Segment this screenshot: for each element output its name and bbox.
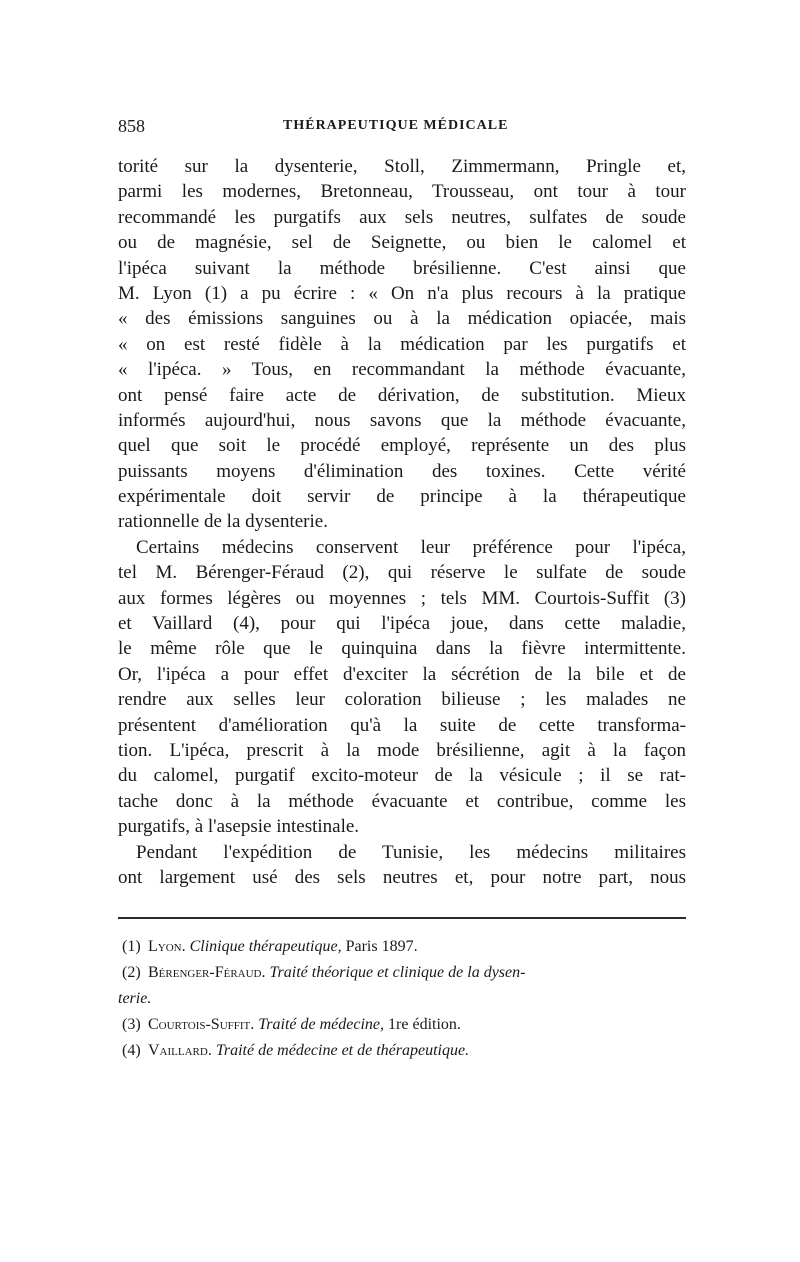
footnote-title: Traité de médecine, <box>258 1016 385 1033</box>
footnote-number: (3) <box>122 1016 141 1033</box>
footnote-author: Vaillard. <box>148 1042 212 1059</box>
text-line: tel M. Bérenger-Féraud (2), qui réserve le sulfate de soude <box>118 562 686 584</box>
footnote-number: (1) <box>122 938 141 955</box>
text-line: expérimentale doit servir de principe à la thérapeutique <box>118 486 686 508</box>
text-line: « on est resté fidèle à la médication par les purgatifs et <box>118 333 686 355</box>
text-line: rendre aux selles leur coloration bilieuse ; les malades ne <box>118 689 686 711</box>
footnote-continuation: terie. <box>118 990 152 1007</box>
footnote-2 <box>118 962 686 984</box>
footnote-title: Traité de médecine et de thérapeutique. <box>215 1042 470 1059</box>
running-title: THÉRAPEUTIQUE MÉDICALE <box>283 118 509 133</box>
footnote-title: Clinique thérapeutique, <box>189 938 342 955</box>
text-line: le même rôle que le quinquina dans la fièvre intermittente. <box>118 638 686 660</box>
text-line: « l'ipéca. » Tous, en recommandant la méthode évacuante, <box>118 359 686 381</box>
footnote-3 <box>118 1014 686 1036</box>
footnote-number: (2) <box>122 964 141 981</box>
footnote-rest: 1re édition. <box>384 1016 461 1033</box>
footnote-author: Bérenger-Féraud. <box>148 964 266 981</box>
text-line: présentent d'amélioration qu'à la suite de cette transforma- <box>118 714 686 736</box>
footnote-title: Traité théorique et clinique de la dysen- <box>269 964 526 981</box>
text-line: tion. L'ipéca, prescrit à la mode brésilienne, agit à la façon <box>118 739 686 761</box>
text-line: tache donc à la méthode évacuante et contribue, comme les <box>118 790 686 812</box>
footnote-4 <box>118 1040 686 1062</box>
page-number: 858 <box>118 116 145 136</box>
text-line: ont pensé faire acte de dérivation, de substitution. Mieux <box>118 384 686 406</box>
text-line: purgatifs, à l'asepsie intestinale. <box>118 816 360 838</box>
text-line: « des émissions sanguines ou à la médication opiacée, mais <box>118 308 686 330</box>
footnote-number: (4) <box>122 1042 141 1059</box>
footnote-author: Lyon. <box>148 938 186 955</box>
text-line: parmi les modernes, Bretonneau, Trousseau, ont tour à tour <box>118 181 686 203</box>
text-line: aux formes légères ou moyennes ; tels MM. Courtois-Suffit (3) <box>118 587 686 609</box>
footnote-divider <box>118 917 686 919</box>
text-line: rationnelle de la dysenterie. <box>118 511 328 533</box>
text-line: ou de magnésie, sel de Seignette, ou bien le calomel et <box>118 232 686 254</box>
text-line: ont largement usé des sels neutres et, pour notre part, nous <box>118 866 686 888</box>
footnote-author: Courtois-Suffit. <box>148 1016 255 1033</box>
text-line: quel que soit le procédé employé, représente un des plus <box>118 435 686 457</box>
text-line: informés aujourd'hui, nous savons que la méthode évacuante, <box>118 409 686 431</box>
text-line: M. Lyon (1) a pu écrire : « On n'a plus recours à la pratique <box>118 282 686 304</box>
text-line: l'ipéca suivant la méthode brésilienne. C'est ainsi que <box>118 257 686 279</box>
text-line: recommandé les purgatifs aux sels neutres, sulfates de soude <box>118 206 686 228</box>
text-line: Pendant l'expédition de Tunisie, les médecins militaires <box>136 841 686 863</box>
text-line: et Vaillard (4), pour qui l'ipéca joue, dans cette maladie, <box>118 613 686 635</box>
text-line: Or, l'ipéca a pour effet d'exciter la sécrétion de la bile et de <box>118 663 686 685</box>
running-head <box>118 116 688 140</box>
text-line: torité sur la dysenterie, Stoll, Zimmermann, Pringle et, <box>118 156 686 177</box>
footnotes <box>118 936 686 1066</box>
footnote-rest: Paris 1897. <box>341 938 418 955</box>
body-text <box>118 154 686 890</box>
text-line: du calomel, purgatif excito-moteur de la vésicule ; il se rat- <box>118 765 686 787</box>
text-line: puissants moyens d'élimination des toxines. Cette vérité <box>118 460 686 482</box>
text-line: Certains médecins conservent leur préférence pour l'ipéca, <box>136 536 686 558</box>
footnote-1 <box>118 936 686 958</box>
